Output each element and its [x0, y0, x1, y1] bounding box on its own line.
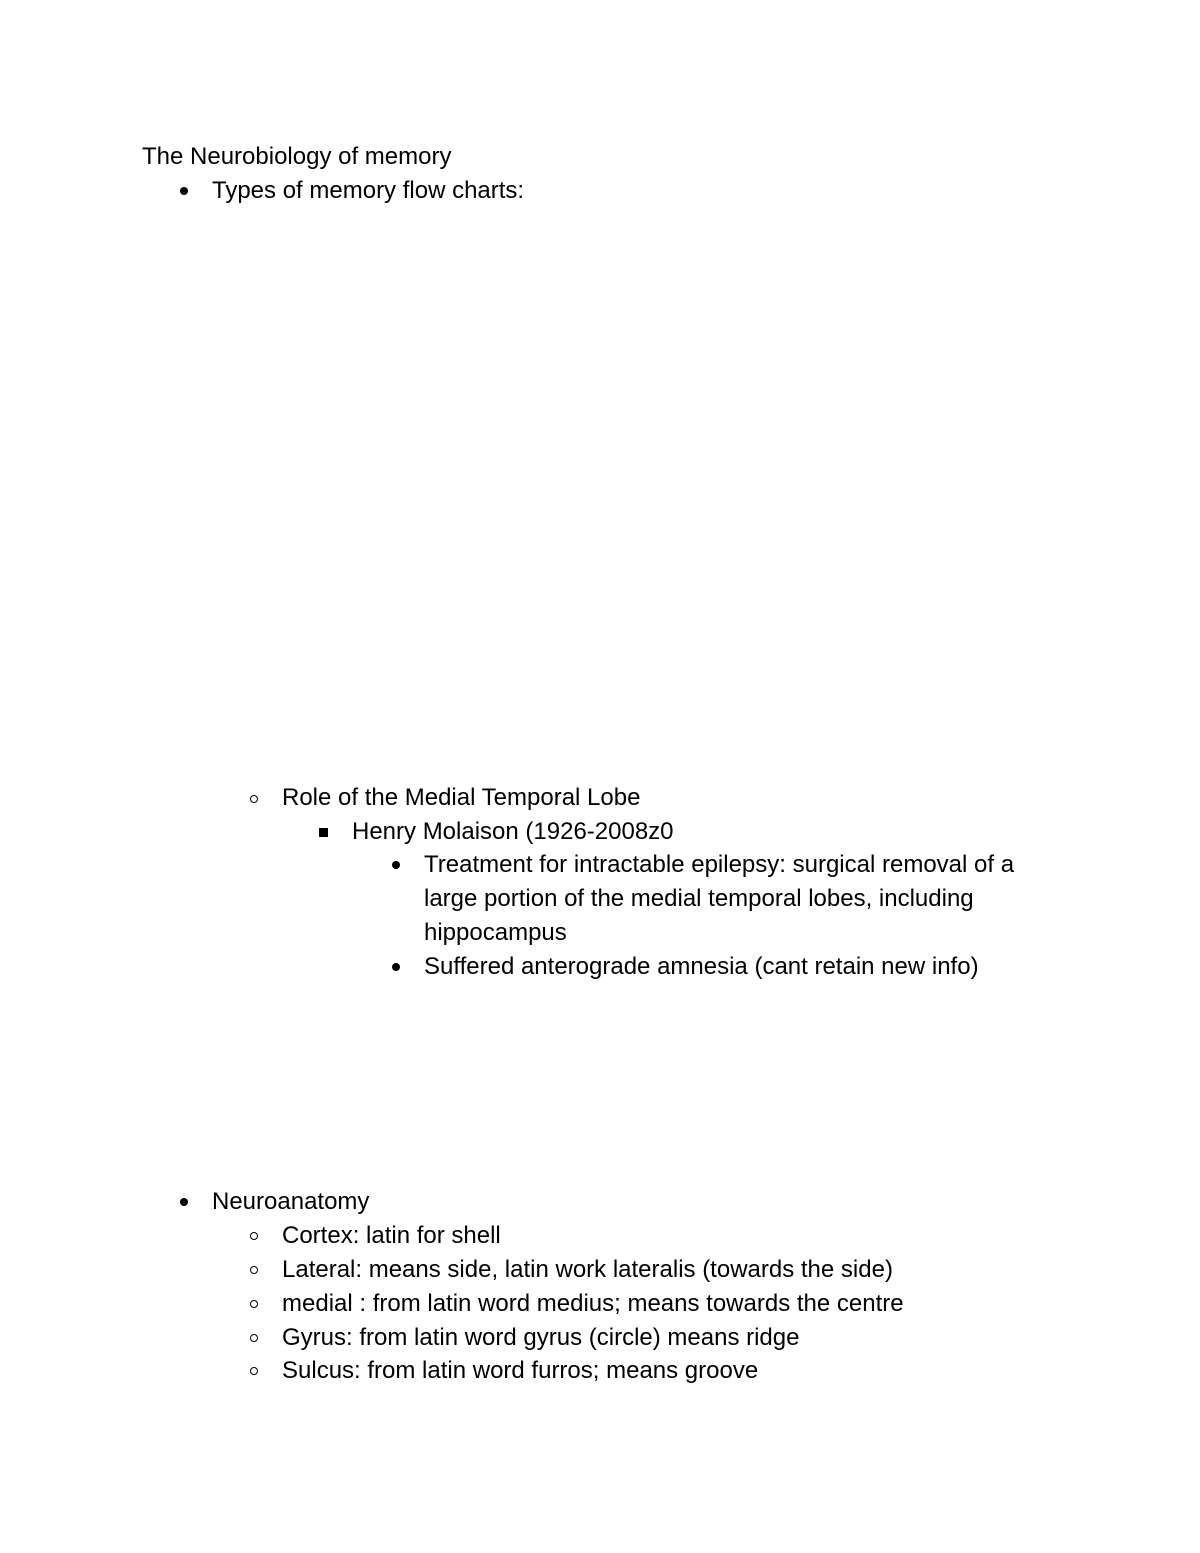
- list-item-anterograde-amnesia: Suffered anterograde amnesia (cant retain new info): [424, 953, 979, 980]
- circle-bullet-icon: [250, 1266, 258, 1274]
- list-item-henry-molaison: Henry Molaison (1926-2008z0: [352, 818, 674, 845]
- list-item-neuroanatomy: Neuroanatomy: [212, 1188, 370, 1215]
- list-item-medial-temporal-lobe: Role of the Medial Temporal Lobe: [282, 784, 641, 811]
- document-title: The Neurobiology of memory: [142, 143, 452, 170]
- list-item-sulcus: Sulcus: from latin word furros; means groove: [282, 1357, 759, 1384]
- list-item-types-of-memory: Types of memory flow charts:: [212, 177, 525, 204]
- list-item-treatment-line-1: Treatment for intractable epilepsy: surgical removal of a: [424, 851, 1015, 878]
- disc-bullet-icon: [392, 963, 400, 971]
- list-item-lateral: Lateral: means side, latin work lateralis (towards the side): [282, 1256, 893, 1283]
- list-item-treatment-line-2: large portion of the medial temporal lobes, including: [424, 885, 974, 912]
- disc-bullet-icon: [180, 187, 188, 195]
- square-bullet-icon: [319, 828, 328, 837]
- circle-bullet-icon: [250, 1300, 258, 1308]
- disc-bullet-icon: [392, 861, 400, 869]
- circle-bullet-icon: [250, 1334, 258, 1342]
- list-item-medial: medial : from latin word medius; means towards the centre: [282, 1290, 904, 1317]
- disc-bullet-icon: [180, 1198, 188, 1206]
- circle-bullet-icon: [250, 1232, 258, 1240]
- circle-bullet-icon: [250, 1367, 258, 1375]
- list-item-gyrus: Gyrus: from latin word gyrus (circle) means ridge: [282, 1324, 800, 1351]
- circle-bullet-icon: [250, 795, 258, 803]
- list-item-cortex: Cortex: latin for shell: [282, 1222, 501, 1249]
- list-item-treatment-line-3: hippocampus: [424, 919, 567, 946]
